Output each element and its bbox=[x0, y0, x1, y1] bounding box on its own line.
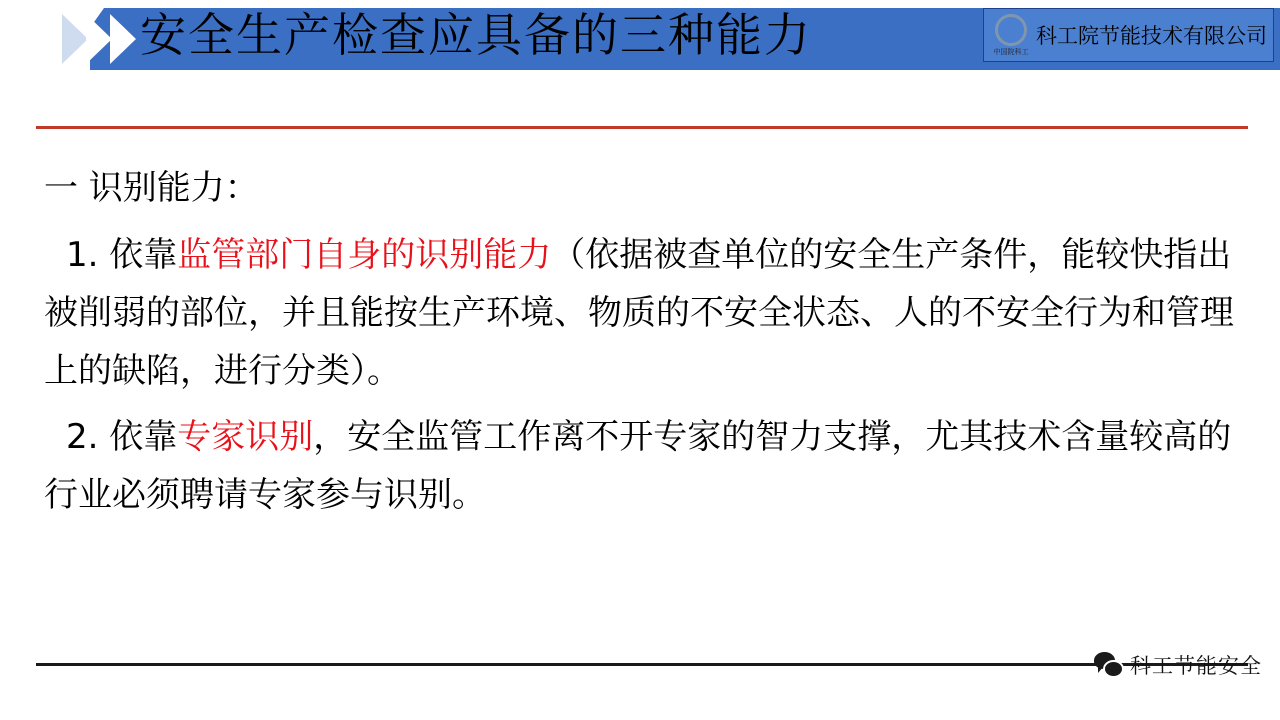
footer-divider bbox=[36, 663, 1248, 666]
body-item-1-number: 1. bbox=[66, 235, 99, 275]
logo-mark-label: 中国院科工 bbox=[993, 48, 1029, 56]
wechat-icon-bubble-small bbox=[1103, 660, 1124, 678]
title-divider bbox=[36, 126, 1248, 129]
logo-ring-shape bbox=[995, 14, 1027, 46]
body-item-1-rest: （依据被查单位的安全生产条件，能较快指出被削弱的部位，并且能按生产环境、物质的不安全状态、人的不安全行为和管理上的缺陷，进行分类）。 bbox=[44, 235, 1234, 391]
double-chevron-right-icon bbox=[62, 14, 88, 64]
body-item-2-highlight: 专家识别 bbox=[177, 417, 314, 457]
company-name: 科工院节能技术有限公司 bbox=[1036, 25, 1267, 48]
page-title: 安全生产检查应具备的三种能力 bbox=[140, 8, 812, 62]
double-chevron-right-icon-3 bbox=[110, 14, 136, 64]
body-item-2-lead: 依靠 bbox=[109, 417, 178, 457]
body-item-2-rest: ，安全监管工作离不开专家的智力支撑，尤其技术含量较高的行业必须聘请专家参与识别。 bbox=[44, 417, 1232, 515]
slide-body bbox=[44, 158, 1244, 524]
body-item-1 bbox=[44, 226, 1244, 400]
footer-brand bbox=[1094, 650, 1262, 680]
section-heading: 一 识别能力： bbox=[44, 168, 259, 208]
wechat-icon bbox=[1094, 652, 1124, 678]
double-chevron-right-icon-2 bbox=[86, 14, 112, 64]
body-item-2 bbox=[44, 408, 1244, 524]
footer-brand-text: 科工节能安全 bbox=[1130, 655, 1262, 678]
body-item-2-number: 2. bbox=[66, 417, 99, 457]
company-logo-box bbox=[983, 8, 1274, 62]
body-item-1-lead: 依靠 bbox=[109, 235, 178, 275]
ring-logo-icon bbox=[988, 13, 1034, 57]
body-item-1-highlight: 监管部门自身的识别能力 bbox=[177, 235, 552, 275]
